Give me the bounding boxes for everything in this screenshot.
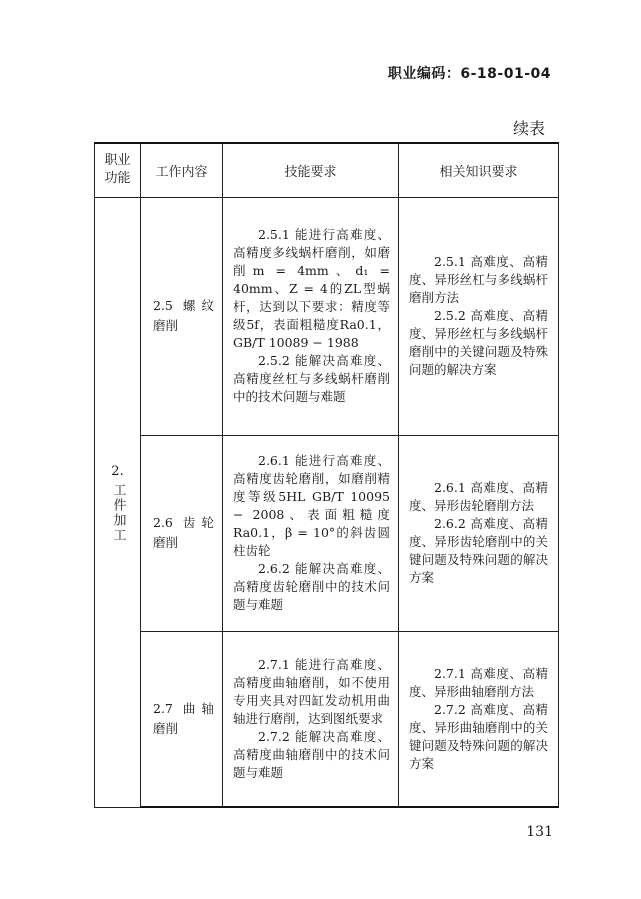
continued-label: 续表 <box>512 119 545 138</box>
function-name: 工件加工 <box>110 482 126 543</box>
work-content-cell <box>141 197 223 435</box>
skill-item: 2.7.2 能解决高难度、高精度曲轴磨削中的技术问题与难题 <box>233 728 390 780</box>
skill-item: 2.5.1 能进行高难度、高精度多线蜗杆磨削，如磨削m = 4mm、d₁ = 40mm、Z = 4的ZL型蜗杆，达到以下要求：精度等级5f，表面粗糙度Ra0.1，GB/T 10089 − 1988 <box>233 227 390 350</box>
table-row <box>95 197 559 435</box>
knowledge-item: 2.7.1 高难度、高精度、异形曲轴磨削方法 <box>409 665 548 699</box>
knowledge-item: 2.6.2 高难度、高精度、异形齿轮磨削中的关键问题及特殊问题的解决方案 <box>409 516 548 585</box>
knowledge-cell <box>399 435 559 631</box>
skill-item: 2.6.2 能解决高难度、高精度齿轮磨削中的技术问题与难题 <box>233 561 390 612</box>
function-number: 2. <box>111 463 124 479</box>
skill-cell <box>223 435 399 631</box>
skill-item: 2.7.1 能进行高难度、高精度曲轴磨削，如不使用专用夹具对四缸发动机用曲轴进行磨削，达到图纸要求 <box>233 656 390 726</box>
occupation-code: 职业编码：6-18-01-04 <box>387 66 551 82</box>
header-work-content: 工作内容 <box>141 143 223 197</box>
work-content-label: 2.5 螺纹磨削 <box>153 298 214 333</box>
knowledge-cell <box>399 197 559 435</box>
header-skill-requirements: 技能要求 <box>223 143 399 197</box>
page-number: 131 <box>526 824 553 840</box>
header-function <box>95 143 141 197</box>
table-row <box>95 435 559 631</box>
work-content-cell <box>141 435 223 631</box>
header-row <box>95 143 559 197</box>
skill-item: 2.6.1 能进行高难度、高精度齿轮磨削，如磨削精度等级5HL GB/T 10095 − 2008、表面粗糙度Ra0.1，β = 10°的斜齿圆柱齿轮 <box>233 453 390 558</box>
skills-table <box>94 142 559 808</box>
table-row <box>95 631 559 807</box>
work-content-label: 2.6 齿轮磨削 <box>153 515 214 550</box>
work-content-cell <box>141 631 223 807</box>
header-knowledge-requirements: 相关知识要求 <box>399 143 559 197</box>
function-cell <box>95 197 141 807</box>
knowledge-item: 2.5.2 高难度、高精度、异形丝杠与多线蜗杆磨削中的关键问题及特殊问题的解决方案 <box>409 308 548 377</box>
knowledge-item: 2.5.1 高难度、高精度、异形丝杠与多线蜗杆磨削方法 <box>409 254 548 305</box>
knowledge-item: 2.7.2 高难度、高精度、异形曲轴磨削中的关键问题及特殊问题的解决方案 <box>409 701 548 771</box>
knowledge-item: 2.6.1 高难度、高精度、异形齿轮磨削方法 <box>409 480 548 513</box>
skill-item: 2.5.2 能解决高难度、高精度丝杠与多线蜗杆磨削中的技术问题与难题 <box>233 353 390 404</box>
header-function-line2: 功能 <box>104 171 131 187</box>
skill-cell <box>223 631 399 807</box>
header-function-line1: 职业 <box>104 153 131 169</box>
knowledge-cell <box>399 631 559 807</box>
work-content-label: 2.7 曲轴磨削 <box>153 700 214 736</box>
skill-cell <box>223 197 399 435</box>
